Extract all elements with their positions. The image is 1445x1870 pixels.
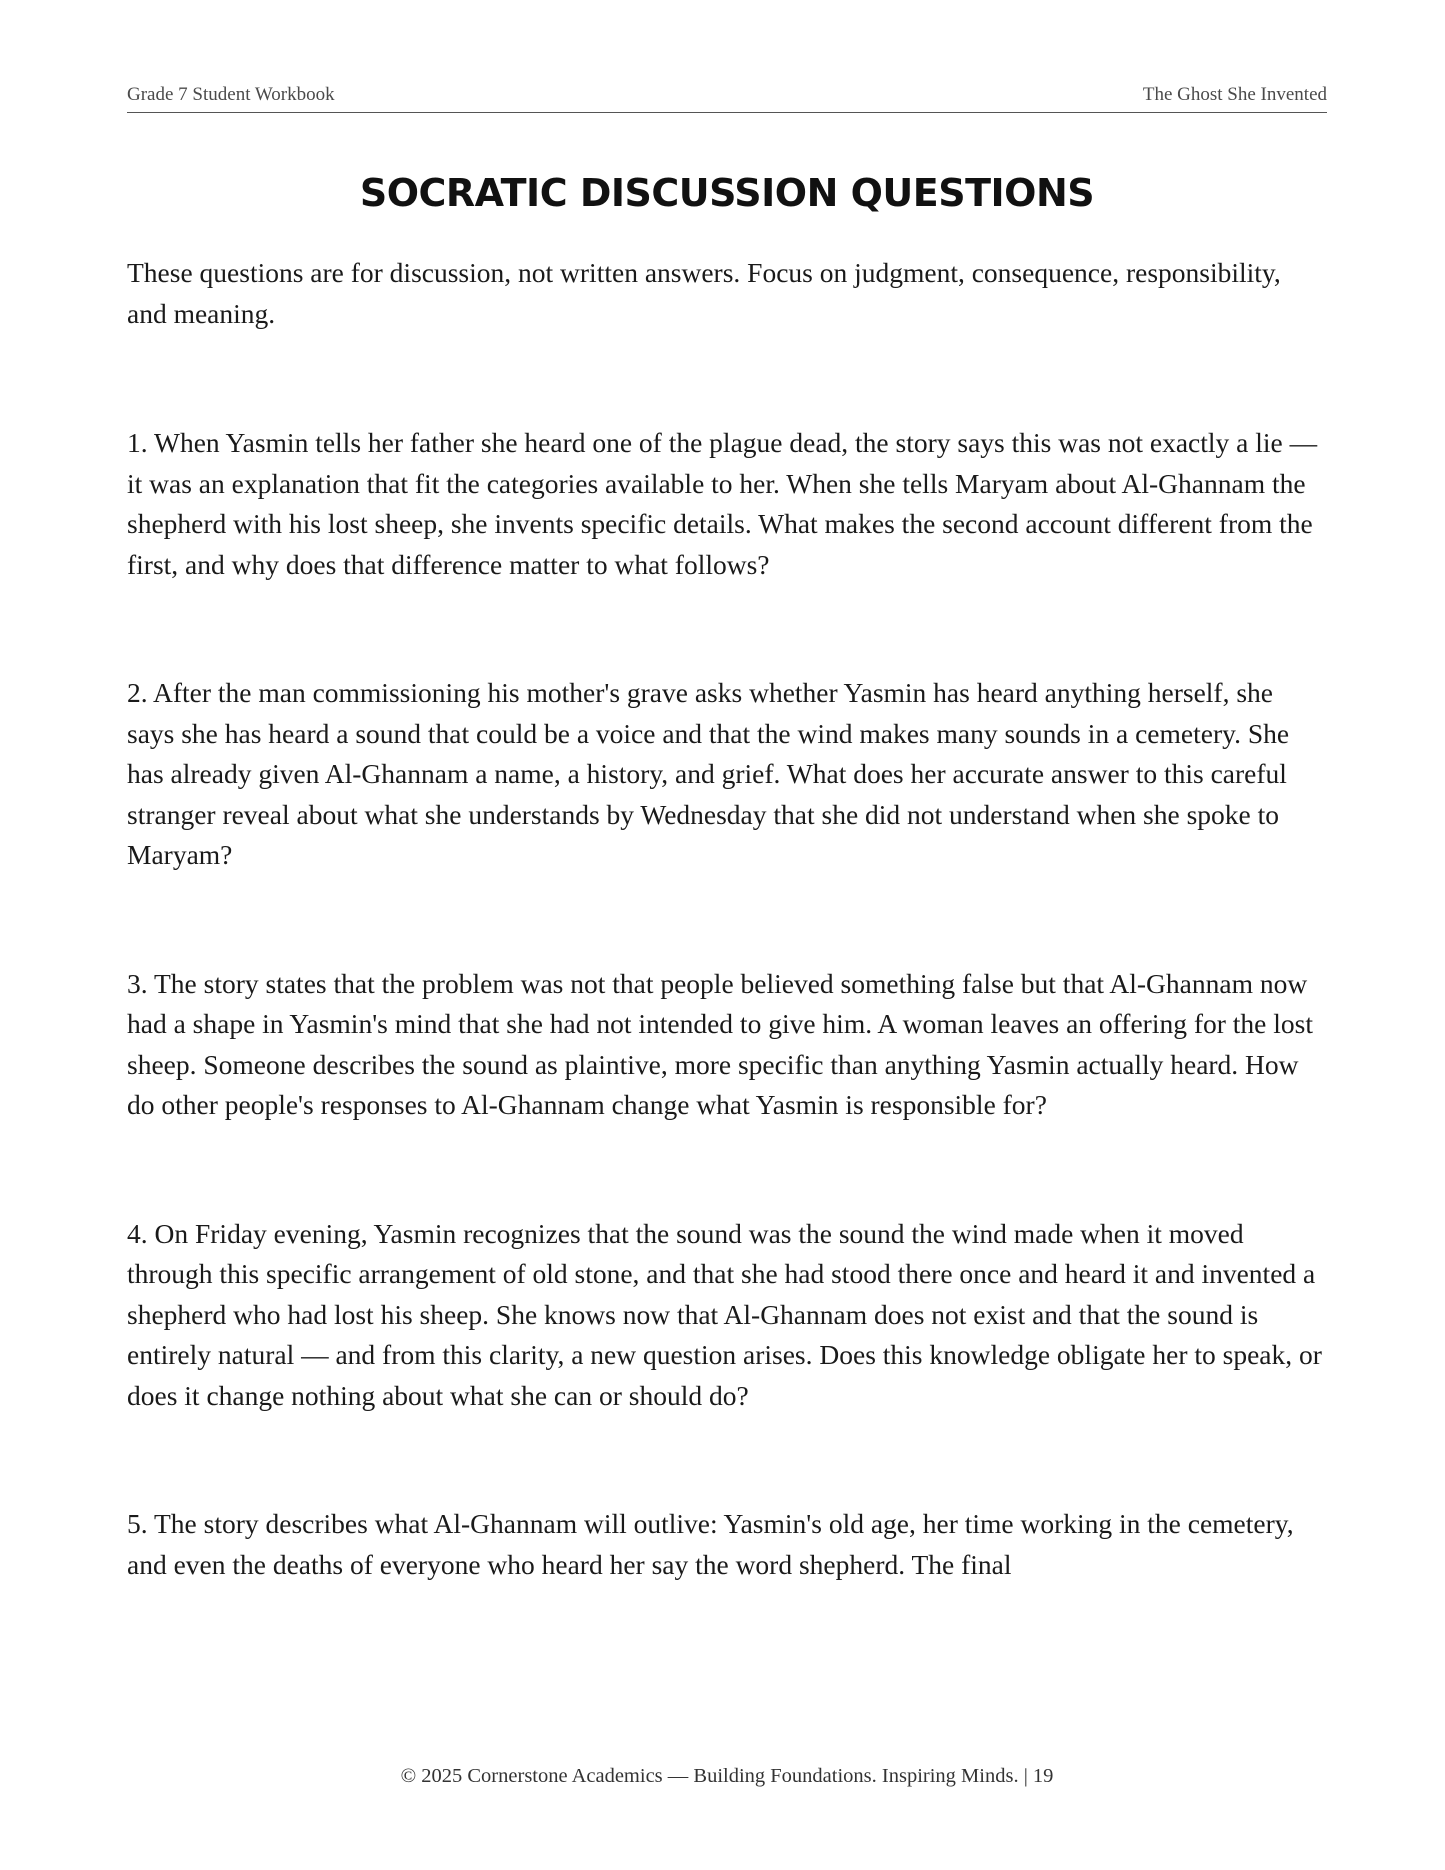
question-1: 1. When Yasmin tells her father she heard one of the plague dead, the story says this was not exactly a lie — it was an explanation that fit the categories available to her. When she tells Maryam about Al-Ghannam the shepherd with his lost sheep, she invents specific details. What makes the second account different from the first, and why does that difference matter to what follows? xyxy=(127,427,1318,580)
header-story-title: The Ghost She Invented xyxy=(1142,84,1327,105)
page-title: SOCRATIC DISCUSSION QUESTIONS xyxy=(359,171,1095,215)
running-header xyxy=(127,82,1327,113)
question-5: 5. The story describes what Al-Ghannam will outlive: Yasmin's old age, her time working in the cemetery, and even the deaths of everyone who heard her say the word shepherd. The final xyxy=(127,1508,1294,1580)
header-workbook-title: Grade 7 Student Workbook xyxy=(127,84,335,105)
page-footer: © 2025 Cornerstone Academics — Building Foundations. Inspiring Minds. | 19 xyxy=(400,1765,1054,1787)
question-4: 4. On Friday evening, Yasmin recognizes that the sound was the sound the wind made when it moved through this specific arrangement of old stone, and that she had stood there once and heard it and invented a shepherd who had lost his sheep. She knows now that Al-Ghannam does not exist and that the sound is entirely natural — and from this clarity, a new question arises. Does this knowledge obligate her to speak, or does it change nothing about what she can or should do? xyxy=(127,1217,1322,1411)
question-3: 3. The story states that the problem was not that people believed something false but that Al-Ghannam now had a shape in Yasmin's mind that she had not intended to give him. A woman leaves an offering for the lost sheep. Someone describes the sound as plaintive, more specific than anything Yasmin actually heard. How do other people's responses to Al-Ghannam change what Yasmin is responsible for? xyxy=(127,967,1313,1120)
question-2: 2. After the man commissioning his mother's grave asks whether Yasmin has heard anything herself, she says she has heard a sound that could be a voice and that the wind makes many sounds in a cemetery. She has already given Al-Ghannam a name, a history, and grief. What does her accurate answer to this careful stranger reveal about what she understands by Wednesday that she did not understand when she spoke to Maryam? xyxy=(127,677,1290,870)
page-content xyxy=(127,253,1327,1585)
intro-paragraph: These questions are for discussion, not written answers. Focus on judgment, consequence, responsibility, and meaning. xyxy=(127,257,1281,329)
